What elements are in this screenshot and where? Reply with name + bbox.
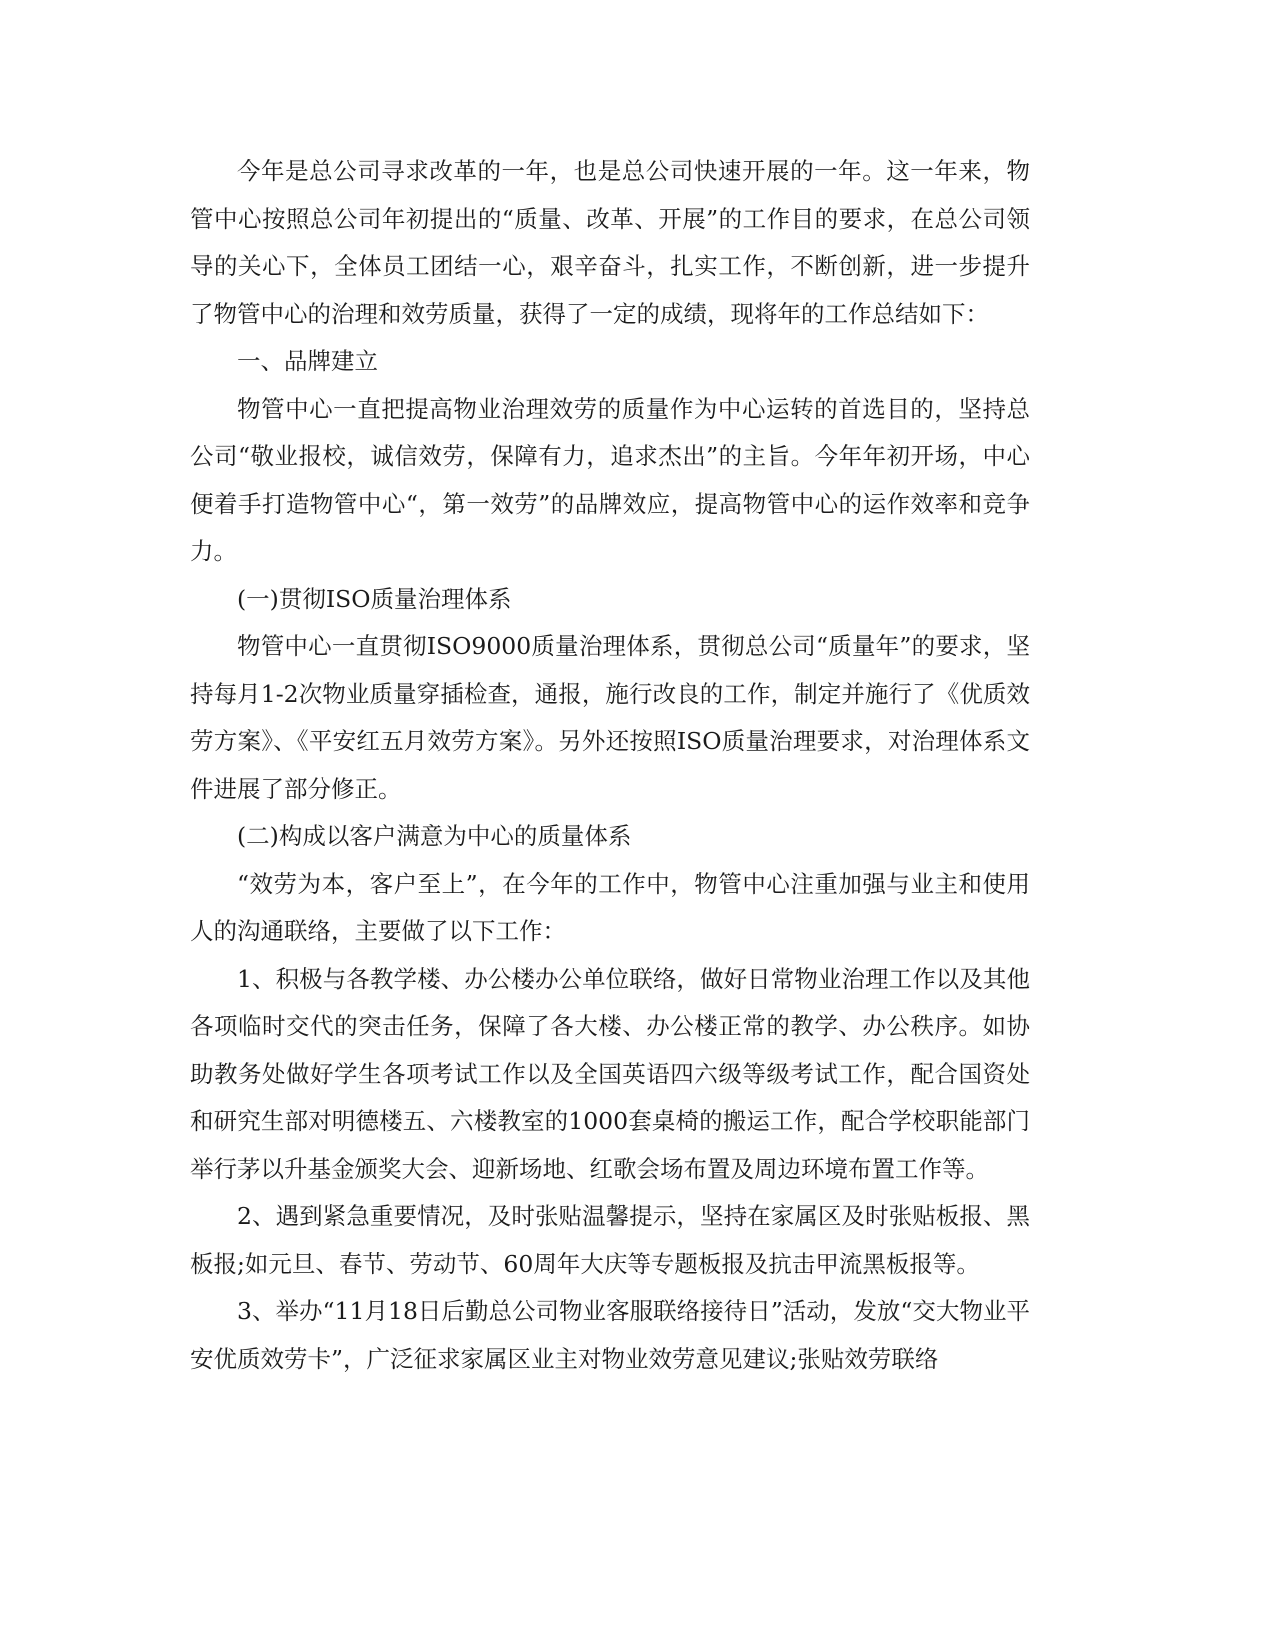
paragraph-customer-quality: “效劳为本，客户至上”，在今年的工作中，物管中心注重加强与业主和使用人的沟通联络，主要做了以下工作： — [190, 869, 1030, 945]
paragraph-iso-system: 物管中心一直贯彻ISO9000质量治理体系，贯彻总公司“质量年”的要求，坚持每月1-2次物业质量穿插检查，通报，施行改良的工作，制定并施行了《优质效劳方案》、《平安红五月效劳方案》。另外还按照ISO质量治理要求，对治理体系文件进展了部分修正。 — [190, 632, 1030, 803]
document-body — [190, 148, 1030, 1383]
list-item-1: 1、积极与各教学楼、办公楼办公单位联络，做好日常物业治理工作以及其他各项临时交代的突击任务，保障了各大楼、办公楼正常的教学、办公秩序。如协助教务处做好学生各项考试工作以及全国英语四六级等级考试工作，配合国资处和研究生部对明德楼五、六楼教室的1000套桌椅的搬运工作，配合学校职能部门举行茅以升基金颁奖大会、迎新场地、红歌会场布置及周边环境布置工作等。 — [190, 964, 1030, 1183]
heading-brand-building: 一、品牌建立 — [237, 347, 378, 375]
subheading-iso-system: (一)贯彻ISO质量治理体系 — [237, 584, 512, 613]
subheading-customer-quality: (二)构成以客户满意为中心的质量体系 — [237, 822, 632, 850]
paragraph-brand-building: 物管中心一直把提高物业治理效劳的质量作为中心运转的首选目的，坚持总公司“敬业报校，诚信效劳，保障有力，追求杰出”的主旨。今年年初开场，中心便着手打造物管中心“，第一效劳”的品牌效应，提高物管中心的运作效率和竞争力。 — [190, 394, 1030, 565]
list-item-2: 2、遇到紧急重要情况，及时张贴温馨提示，坚持在家属区及时张贴板报、黑板报;如元旦、春节、劳动节、60周年大庆等专题板报及抗击甲流黑板报等。 — [190, 1202, 1030, 1278]
paragraph-intro: 今年是总公司寻求改革的一年，也是总公司快速开展的一年。这一年来，物管中心按照总公司年初提出的“质量、改革、开展”的工作目的要求，在总公司领导的关心下，全体员工团结一心，艰辛奋斗，扎实工作，不断创新，进一步提升了物管中心的治理和效劳质量，获得了一定的成绩，现将年的工作总结如下： — [190, 157, 1030, 328]
list-item-3: 3、举办“11月18日后勤总公司物业客服联络接待日”活动，发放“交大物业平安优质效劳卡”，广泛征求家属区业主对物业效劳意见建议;张贴效劳联络 — [190, 1297, 1030, 1373]
